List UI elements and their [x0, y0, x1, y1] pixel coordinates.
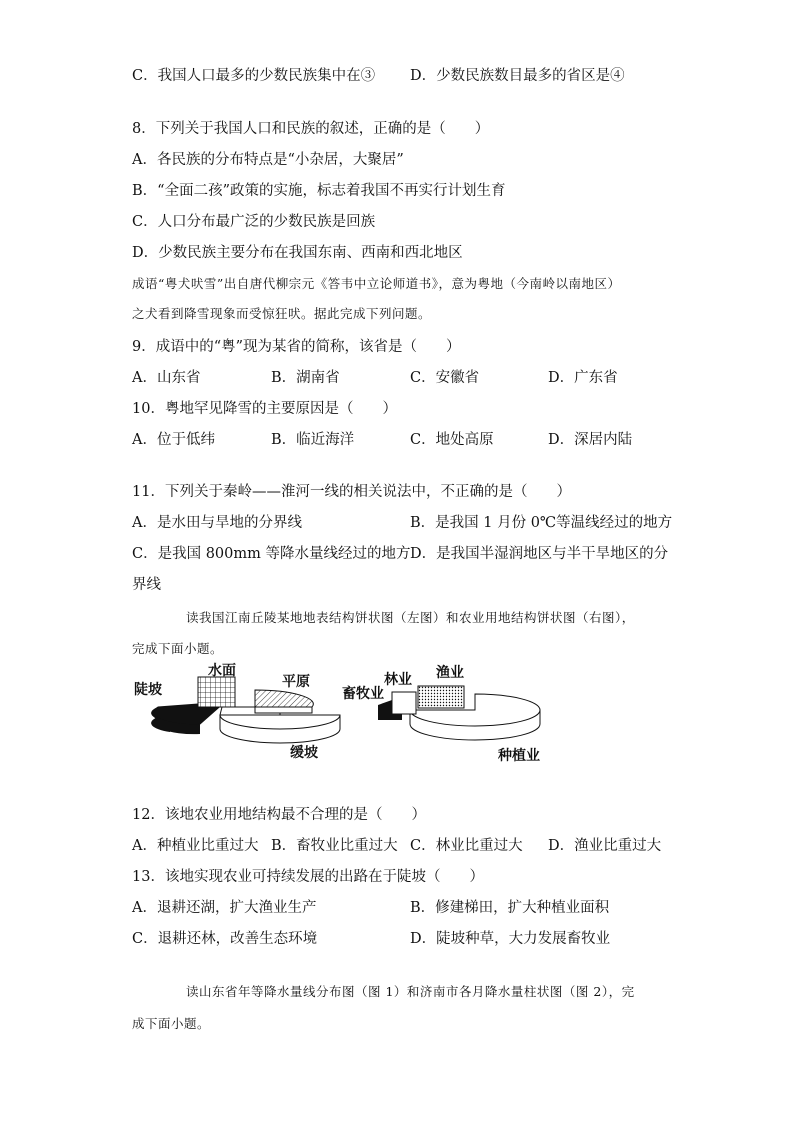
q7-option-d: D．少数民族数目最多的省区是④ [410, 68, 625, 84]
q8-option-a: A．各民族的分布特点是“小杂居，大聚居” [132, 152, 404, 168]
q11-option-d: D．是我国半湿润地区与半干旱地区的分 [410, 546, 669, 562]
q10-option-d: D．深居内陆 [548, 432, 633, 448]
left-pie [134, 662, 340, 761]
q11-stem: 11．下列关于秦岭——淮河一线的相关说法中，不正确的是（ ） [132, 484, 571, 500]
passage2-line2: 完成下面小题。 [132, 641, 224, 656]
label-planting: 种植业 [498, 748, 540, 764]
q11-option-c: C．是我国 800mm 等降水量线经过的地方 [132, 546, 411, 562]
pie-charts-figure [130, 662, 570, 772]
q9-option-a: A．山东省 [132, 370, 201, 386]
label-steep-slope: 陡坡 [134, 682, 162, 698]
q9-option-d: D．广东省 [548, 370, 618, 386]
pie-slice-plain [255, 690, 313, 713]
label-livestock: 畜牧业 [342, 686, 384, 702]
q9-option-c: C．安徽省 [410, 370, 480, 386]
passage1-line2: 之犬看到降雪现象而受惊狂吠。据此完成下列问题。 [132, 306, 432, 321]
q13-stem: 13．该地实现农业可持续发展的出路在于陡坡（ ） [132, 869, 484, 885]
q9-option-b: B．湖南省 [271, 370, 340, 386]
q12-option-d: D．渔业比重过大 [548, 838, 662, 854]
passage2-line1: 读我国江南丘陵某地地表结构饼状图（左图）和农业用地结构饼状图（右图）， [186, 610, 635, 625]
right-pie [342, 664, 540, 764]
q8-option-c: C．人口分布最广泛的少数民族是回族 [132, 214, 376, 230]
q13-option-c: C．退耕还林，改善生态环境 [132, 931, 318, 947]
q10-option-b: B．临近海洋 [271, 432, 355, 448]
q11-option-d-cont: 界线 [132, 577, 161, 593]
q10-stem: 10．粤地罕见降雪的主要原因是（ ） [132, 401, 397, 417]
q11-option-a: A．是水田与旱地的分界线 [132, 515, 302, 531]
q11-option-b: B．是我国 1 月份 0℃等温线经过的地方 [410, 515, 673, 531]
pie-slice-forestry [392, 692, 416, 714]
label-gentle-slope: 缓坡 [290, 745, 318, 761]
q8-option-b: B．“全面二孩”政策的实施，标志着我国不再实行计划生育 [132, 183, 506, 199]
q10-option-c: C．地处高原 [410, 432, 494, 448]
q12-option-b: B．畜牧业比重过大 [271, 838, 398, 854]
label-plain: 平原 [282, 674, 310, 690]
q9-stem: 9．成语中的“粤”现为某省的简称，该省是（ ） [132, 339, 461, 355]
pie-slice-fishery [418, 686, 464, 708]
label-water: 水面 [208, 663, 236, 679]
q10-option-a: A．位于低纬 [132, 432, 215, 448]
passage1-line1: 成语“粤犬吠雪”出自唐代柳宗元《答韦中立论师道书》，意为粤地（今南岭以南地区） [132, 276, 621, 291]
passage3-line1: 读山东省年等降水量线分布图（图 1）和济南市各月降水量柱状图（图 2），完 [186, 984, 635, 999]
q8-stem: 8．下列关于我国人口和民族的叙述，正确的是（ ） [132, 121, 490, 137]
label-fishery: 渔业 [436, 665, 464, 681]
pie-slice-water [198, 677, 235, 707]
q8-option-d: D．少数民族主要分布在我国东南、西南和西北地区 [132, 245, 463, 261]
label-forestry: 林业 [384, 672, 412, 688]
q12-option-c: C．林业比重过大 [410, 838, 523, 854]
q13-option-a: A．退耕还湖，扩大渔业生产 [132, 900, 317, 916]
q7-option-c: C．我国人口最多的少数民族集中在③ [132, 68, 376, 84]
q13-option-b: B．修建梯田，扩大种植业面积 [410, 900, 610, 916]
q13-option-d: D．陡坡种草，大力发展畜牧业 [410, 931, 611, 947]
q12-stem: 12．该地农业用地结构最不合理的是（ ） [132, 807, 426, 823]
passage3-line2: 成下面小题。 [132, 1016, 211, 1031]
q12-option-a: A．种植业比重过大 [132, 838, 259, 854]
